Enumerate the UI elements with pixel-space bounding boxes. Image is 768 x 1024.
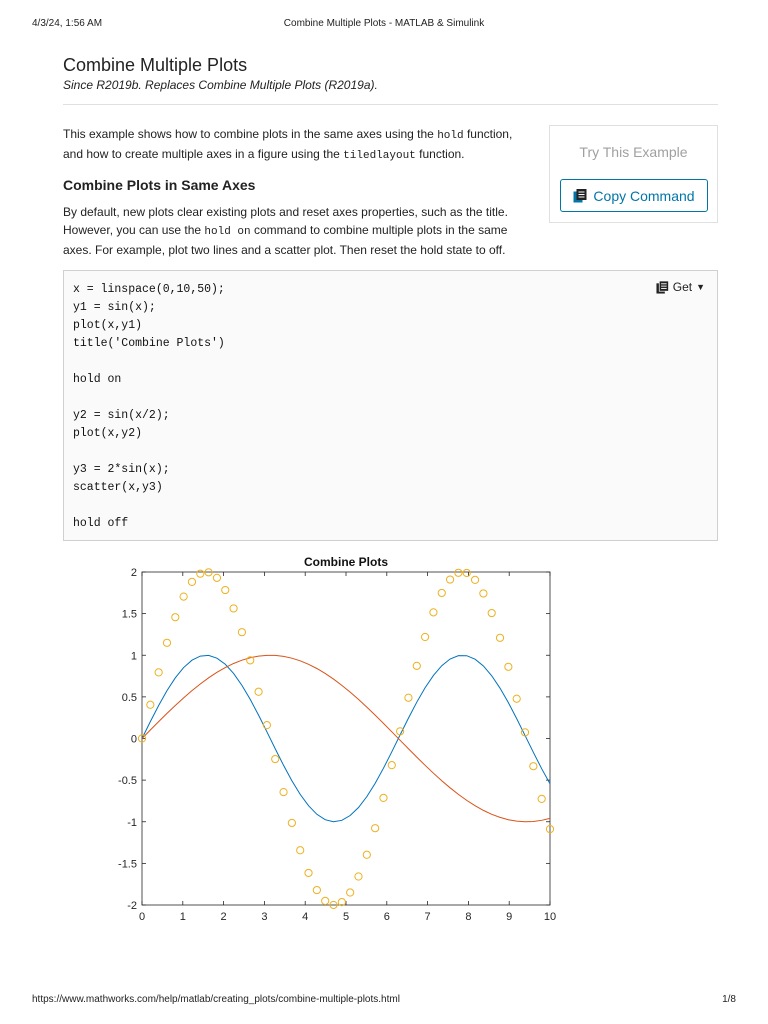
y-tick-label: -1.5 (118, 858, 137, 871)
y-tick-label: -2 (127, 900, 137, 912)
copy-command-label: Copy Command (593, 187, 695, 204)
section-text-1: By default, new plots clear existing plots and reset axes properties, such as the title. However, you can use the (63, 205, 508, 237)
x-tick-label: 2 (220, 911, 227, 923)
chevron-down-icon: ▼ (696, 282, 705, 292)
x-tick-label: 5 (342, 911, 350, 923)
section-text-2: command to combine multiple plots in the same axes. For example, plot two lines and a scatter plot. Then reset the hold state to off. (63, 223, 508, 257)
intro-code-tiledlayout: tiledlayout (343, 150, 416, 162)
copy-command-button[interactable] (560, 179, 708, 212)
y-tick-label: 2 (130, 567, 137, 579)
section-code-hold-on: hold on (204, 226, 251, 238)
code-line (73, 353, 225, 371)
code-line: plot(x,y1) (73, 319, 143, 332)
print-header (32, 18, 736, 32)
code-line: plot(x,y2) (73, 427, 143, 440)
combine-plots-figure (100, 548, 570, 928)
x-tick-label: 9 (506, 911, 513, 923)
code-block (63, 270, 718, 541)
code-line: scatter(x,y3) (73, 481, 163, 494)
x-tick-label: 7 (424, 911, 431, 923)
code-line: hold off (73, 517, 129, 530)
print-date: 4/3/24, 1:56 AM (32, 18, 103, 29)
code-line (73, 443, 225, 461)
intro-paragraph (63, 125, 533, 165)
code-line: y1 = sin(x); (73, 301, 156, 314)
y-tick-label: 1 (130, 650, 137, 663)
page-title: Combine Multiple Plots (63, 55, 248, 75)
intro-code-hold: hold (437, 130, 464, 142)
code-line (73, 497, 225, 515)
try-example-panel (549, 125, 718, 223)
x-tick-label: 6 (383, 911, 390, 923)
y-tick-label: -0.5 (118, 775, 137, 788)
code-line: title('Combine Plots') (73, 337, 225, 350)
section-paragraph (63, 203, 528, 259)
print-footer (32, 994, 736, 1008)
try-example-label: Try This Example (579, 144, 688, 160)
section-heading: Combine Plots in Same Axes (63, 177, 256, 193)
x-tick-label: 8 (465, 911, 472, 923)
y-tick-label: -1 (127, 816, 137, 829)
intro-text-1: This example shows how to combine plots in the same axes using the (63, 127, 438, 141)
page-subtitle: Since R2019b. Replaces Combine Multiple Plots (R2019a). (63, 78, 378, 92)
code-line: hold on (73, 373, 122, 386)
x-tick-label: 0 (138, 911, 146, 923)
get-code-button[interactable] (656, 280, 705, 294)
copy-command-icon (573, 189, 587, 203)
print-title: Combine Multiple Plots - MATLAB & Simulink (283, 18, 485, 29)
code-line: y3 = 2*sin(x); (73, 463, 170, 476)
x-tick-label: 4 (302, 911, 309, 923)
header-divider (63, 104, 718, 105)
y-tick-label: 0 (130, 733, 137, 746)
get-code-icon (656, 281, 669, 294)
chart-title: Combine Plots (303, 555, 389, 569)
plot-axes-box (142, 572, 550, 905)
code-line: y2 = sin(x/2); (73, 409, 170, 422)
x-tick-label: 10 (543, 911, 557, 923)
intro-text-2: function, and how to create multiple axes in a figure using the (63, 127, 513, 161)
code-line (73, 389, 225, 407)
y-tick-label: 0.5 (121, 691, 137, 704)
code-line: x = linspace(0,10,50); (73, 283, 225, 296)
plot-svg (100, 548, 570, 928)
x-tick-label: 3 (261, 911, 268, 923)
intro-text-3: function. (415, 147, 465, 161)
code-lines (73, 281, 225, 533)
print-url: https://www.mathworks.com/help/matlab/creating_plots/combine-multiple-plots.html (32, 994, 400, 1005)
y-tick-label: 1.5 (121, 608, 137, 621)
x-tick-label: 1 (179, 911, 186, 923)
get-code-label: Get (672, 280, 693, 294)
print-page-number: 1/8 (722, 994, 736, 1005)
